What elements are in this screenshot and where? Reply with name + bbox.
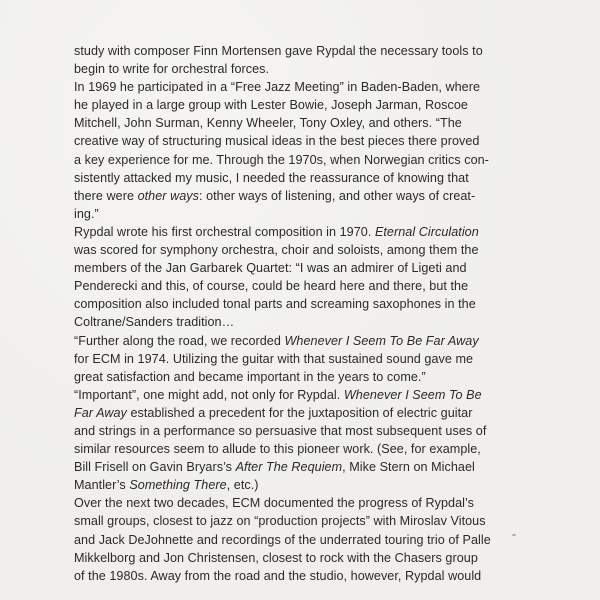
- text-line: there were other ways: other ways of listening, and other ways of creat-: [74, 188, 476, 203]
- text-line: Far Away established a precedent for the juxtaposition of electric guitar: [74, 405, 473, 420]
- italic-title: Whenever I Seem To Be: [343, 387, 482, 402]
- italic-phrase: other ways: [137, 188, 199, 203]
- italic-title: Something There: [129, 478, 227, 493]
- text-line: for ECM in 1974. Utilizing the guitar with that sustained sound gave me: [74, 351, 474, 366]
- text-line: Penderecki and this, of course, could be heard here and there, but the: [74, 279, 469, 294]
- italic-title: Far Away: [74, 405, 127, 420]
- text-line: study with composer Finn Mortensen gave Rypdal the necessary tools to: [74, 44, 483, 58]
- text-line: creative way of structuring musical ideas in the best pieces there proved: [74, 134, 480, 149]
- text-line: Over the next two decades, ECM documented the progress of Rypdal’s: [74, 496, 474, 511]
- text-line: a key experience for me. Through the 1970s, when Norwegian critics con-: [74, 152, 489, 167]
- text-line: Rypdal wrote his first orchestral composition in 1970. Eternal Circulation: [74, 224, 479, 239]
- text-line: he played in a large group with Lester Bowie, Joseph Jarman, Roscoe: [74, 98, 468, 113]
- text-line: great satisfaction and became important in the years to come.”: [74, 369, 426, 384]
- text-line: begin to write for orchestral forces.: [74, 62, 270, 77]
- text-line: Mitchell, John Surman, Kenny Wheeler, Tony Oxley, and others. “The: [74, 116, 462, 131]
- text-line: members of the Jan Garbarek Quartet: “I was an admirer of Ligeti and: [74, 261, 467, 276]
- italic-title: After The Requiem: [235, 460, 343, 475]
- text-line: and Jack DeJohnette and recordings of the underrated touring trio of Palle: [74, 532, 491, 547]
- text-line: Coltrane/Sanders tradition…: [74, 315, 235, 330]
- italic-title: Eternal Circulation: [374, 224, 479, 239]
- text-line: Bill Frisell on Gavin Bryars’s After The Requiem, Mike Stern on Michael: [74, 460, 475, 475]
- body-text: [74, 42, 544, 585]
- text-line: Mikkelborg and Jon Christensen, closest to rock with the Chasers group: [74, 550, 478, 565]
- text-line: of the 1980s. Away from the road and the studio, however, Rypdal would: [74, 568, 482, 583]
- text-line: sistently attacked my music, I needed the reassurance of knowing that: [74, 170, 469, 185]
- text-line: similar resources seem to allude to this pioneer work. (See, for example,: [74, 442, 481, 457]
- text-line: In 1969 he participated in a “Free Jazz Meeting” in Baden-Baden, where: [74, 80, 481, 95]
- text-line: was scored for symphony orchestra, choir and soloists, among them the: [74, 243, 479, 258]
- text-line: small groups, closest to jazz on “production projects” with Miroslav Vitous: [74, 514, 486, 529]
- text-line: and strings in a performance so persuasive that most subsequent uses of: [74, 423, 487, 438]
- italic-title: Whenever I Seem To Be Far Away: [284, 333, 479, 348]
- paper-speck: [512, 534, 516, 536]
- text-line: “Further along the road, we recorded Whenever I Seem To Be Far Away: [74, 333, 479, 348]
- text-line: composition also included tonal parts and screaming saxophones in the: [74, 297, 476, 312]
- text-line: Mantler’s Something There, etc.): [74, 478, 259, 493]
- text-line: “Important”, one might add, not only for Rypdal. Whenever I Seem To Be: [74, 387, 482, 402]
- text-line: ing.”: [74, 206, 99, 221]
